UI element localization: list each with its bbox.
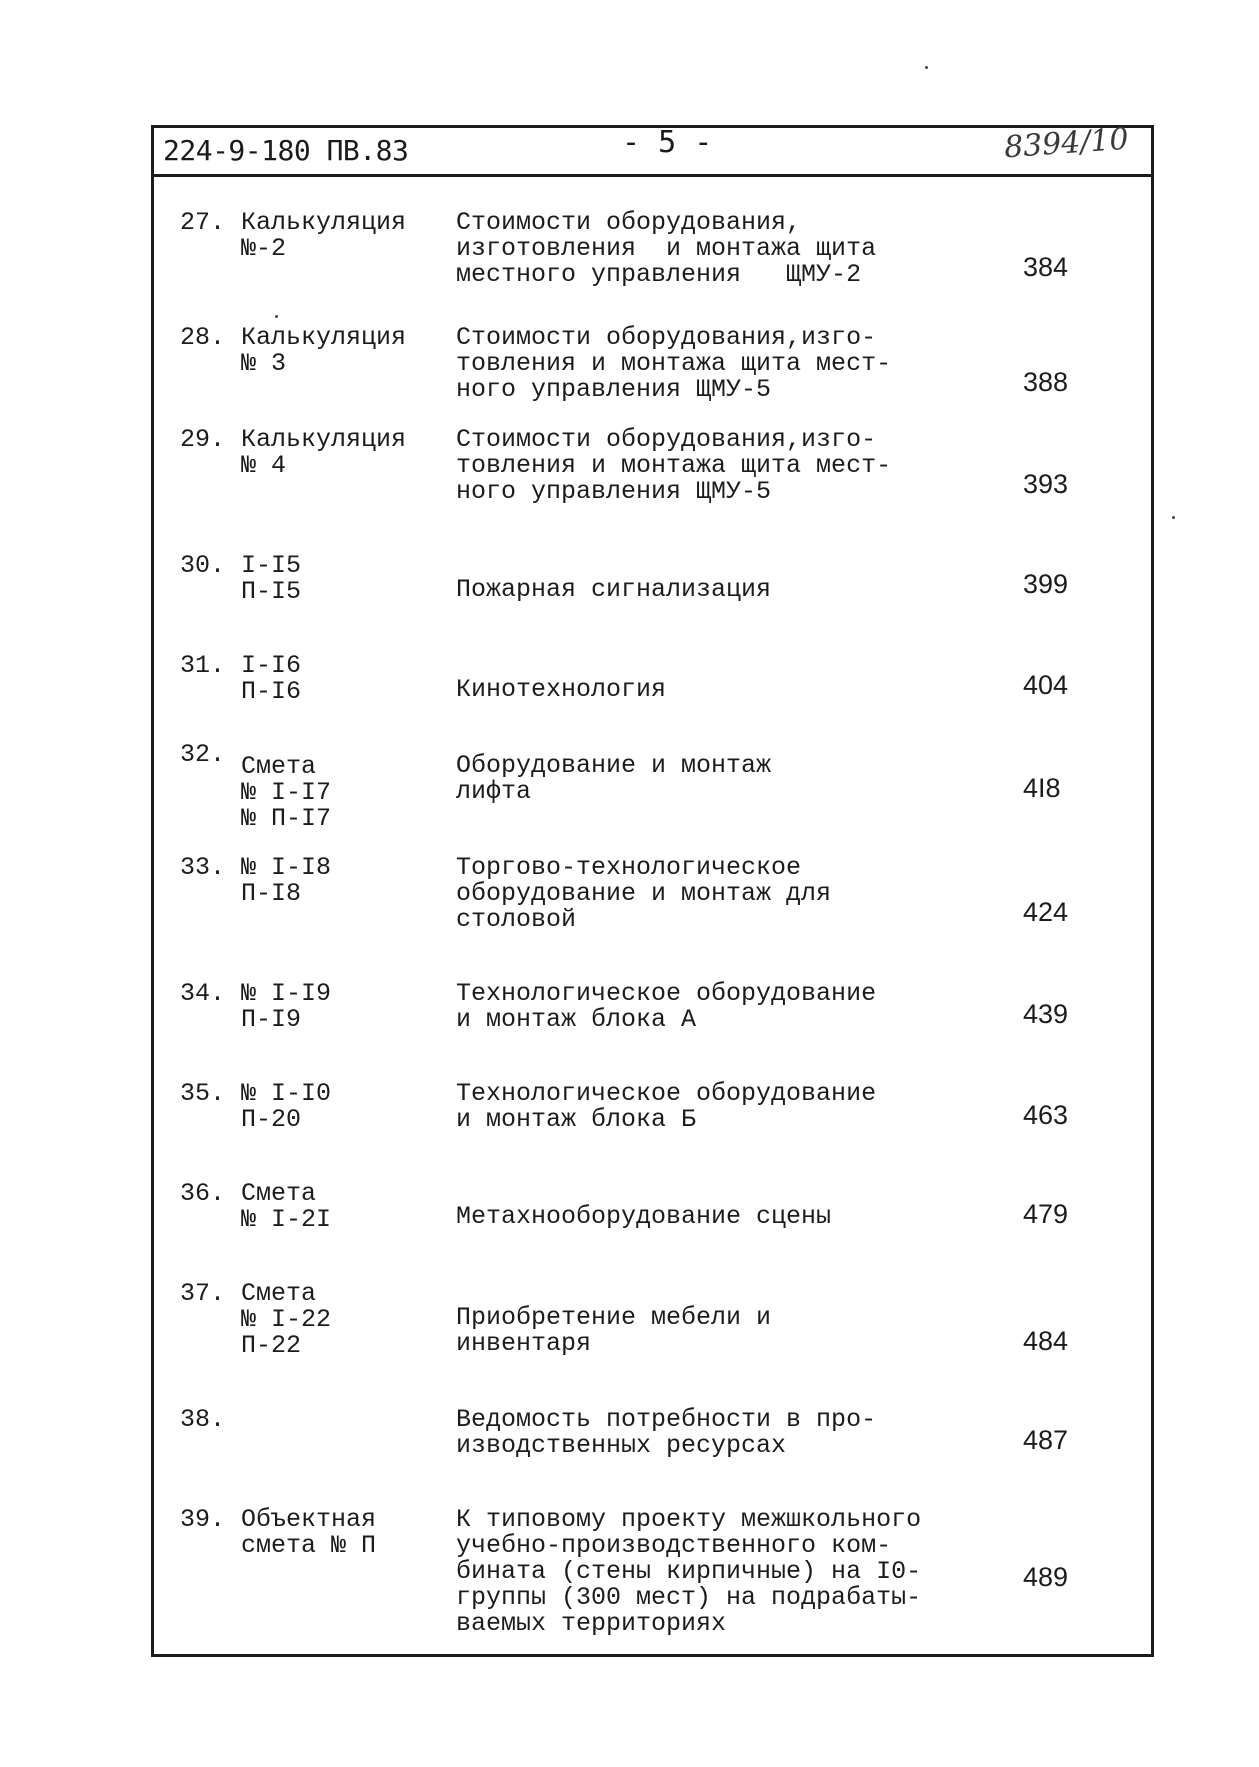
item-number: 30. [180, 551, 226, 580]
item-reference: Калькуляция № 3 [241, 323, 407, 378]
item-description: Стоимости оборудования,изго- товления и монтажа щита мест- ного управления ЩМУ-5 [456, 425, 892, 506]
item-reference: Калькуляция №-2 [241, 208, 407, 263]
item-description: К типовому проекту межшкольного учебно-производственного ком- бината (стены кирпичные) на I0- группы (300 мест) на подрабаты- ваемых территориях [456, 1505, 922, 1638]
item-page: 424 [1023, 897, 1069, 927]
item-number: 35. [180, 1079, 226, 1108]
scan-speck [275, 315, 278, 318]
item-reference: Смета № I-I7 № П-I7 [241, 752, 332, 833]
item-page: 489 [1023, 1562, 1069, 1592]
item-reference: № I-I0 П-20 [241, 1079, 332, 1134]
scan-speck [1172, 516, 1175, 519]
item-reference: I-I5 П-I5 [241, 551, 302, 606]
item-page: 484 [1023, 1326, 1069, 1356]
scan-speck [925, 66, 928, 69]
item-number: 27. [180, 208, 226, 237]
item-reference: № I-I8 П-I8 [241, 853, 332, 908]
item-number: 31. [180, 651, 226, 680]
item-number: 34. [180, 979, 226, 1008]
item-page: 404 [1023, 670, 1069, 700]
item-number: 29. [180, 425, 226, 454]
item-description: Пожарная сигнализация [456, 575, 772, 604]
header-divider [151, 174, 1154, 177]
item-reference: Смета № I-22 П-22 [241, 1279, 332, 1360]
item-number: 39. [180, 1505, 226, 1534]
item-description: Стоимости оборудования,изго- товления и монтажа щита мест- ного управления ЩМУ-5 [456, 323, 892, 404]
item-reference: Смета № I-2I [241, 1179, 332, 1234]
item-number: 38. [180, 1405, 226, 1434]
item-page: 439 [1023, 999, 1069, 1029]
item-description: Технологическое оборудование и монтаж блока Б [456, 1079, 877, 1134]
item-description: Кинотехнология [456, 675, 667, 704]
item-page: 487 [1023, 1425, 1069, 1455]
page-number: - 5 - [622, 125, 713, 160]
item-description: Торгово-технологическое оборудование и монтаж для столовой [456, 853, 832, 934]
item-number: 36. [180, 1179, 226, 1208]
item-page: 399 [1023, 569, 1069, 599]
item-description: Стоимости оборудования, изготовления и монтажа щита местного управления ЩМУ-2 [456, 208, 877, 289]
item-number: 33. [180, 853, 226, 882]
item-number: 28. [180, 323, 226, 352]
item-description: Метахнооборудование сцены [456, 1202, 832, 1231]
item-reference: Калькуляция № 4 [241, 425, 407, 480]
item-page: 388 [1023, 367, 1069, 397]
item-number: 32. [180, 740, 226, 769]
handwritten-sheet-mark: 8394/10 [1002, 121, 1130, 166]
item-page: 4I8 [1023, 773, 1061, 803]
item-description: Технологическое оборудование и монтаж блока А [456, 979, 877, 1034]
item-reference: № I-I9 П-I9 [241, 979, 332, 1034]
document-code: 224-9-180 ПВ.83 [163, 134, 409, 167]
item-number: 37. [180, 1279, 226, 1308]
item-description: Приобретение мебели и инвентаря [456, 1303, 772, 1358]
item-page: 393 [1023, 469, 1069, 499]
item-page: 479 [1023, 1199, 1069, 1229]
item-reference: I-I6 П-I6 [241, 651, 302, 706]
item-reference: Объектная смета № П [241, 1505, 377, 1560]
item-page: 384 [1023, 252, 1069, 282]
item-page: 463 [1023, 1100, 1069, 1130]
item-description: Оборудование и монтаж лифта [456, 751, 772, 806]
item-description: Ведомость потребности в про- изводственных ресурсах [456, 1405, 877, 1460]
